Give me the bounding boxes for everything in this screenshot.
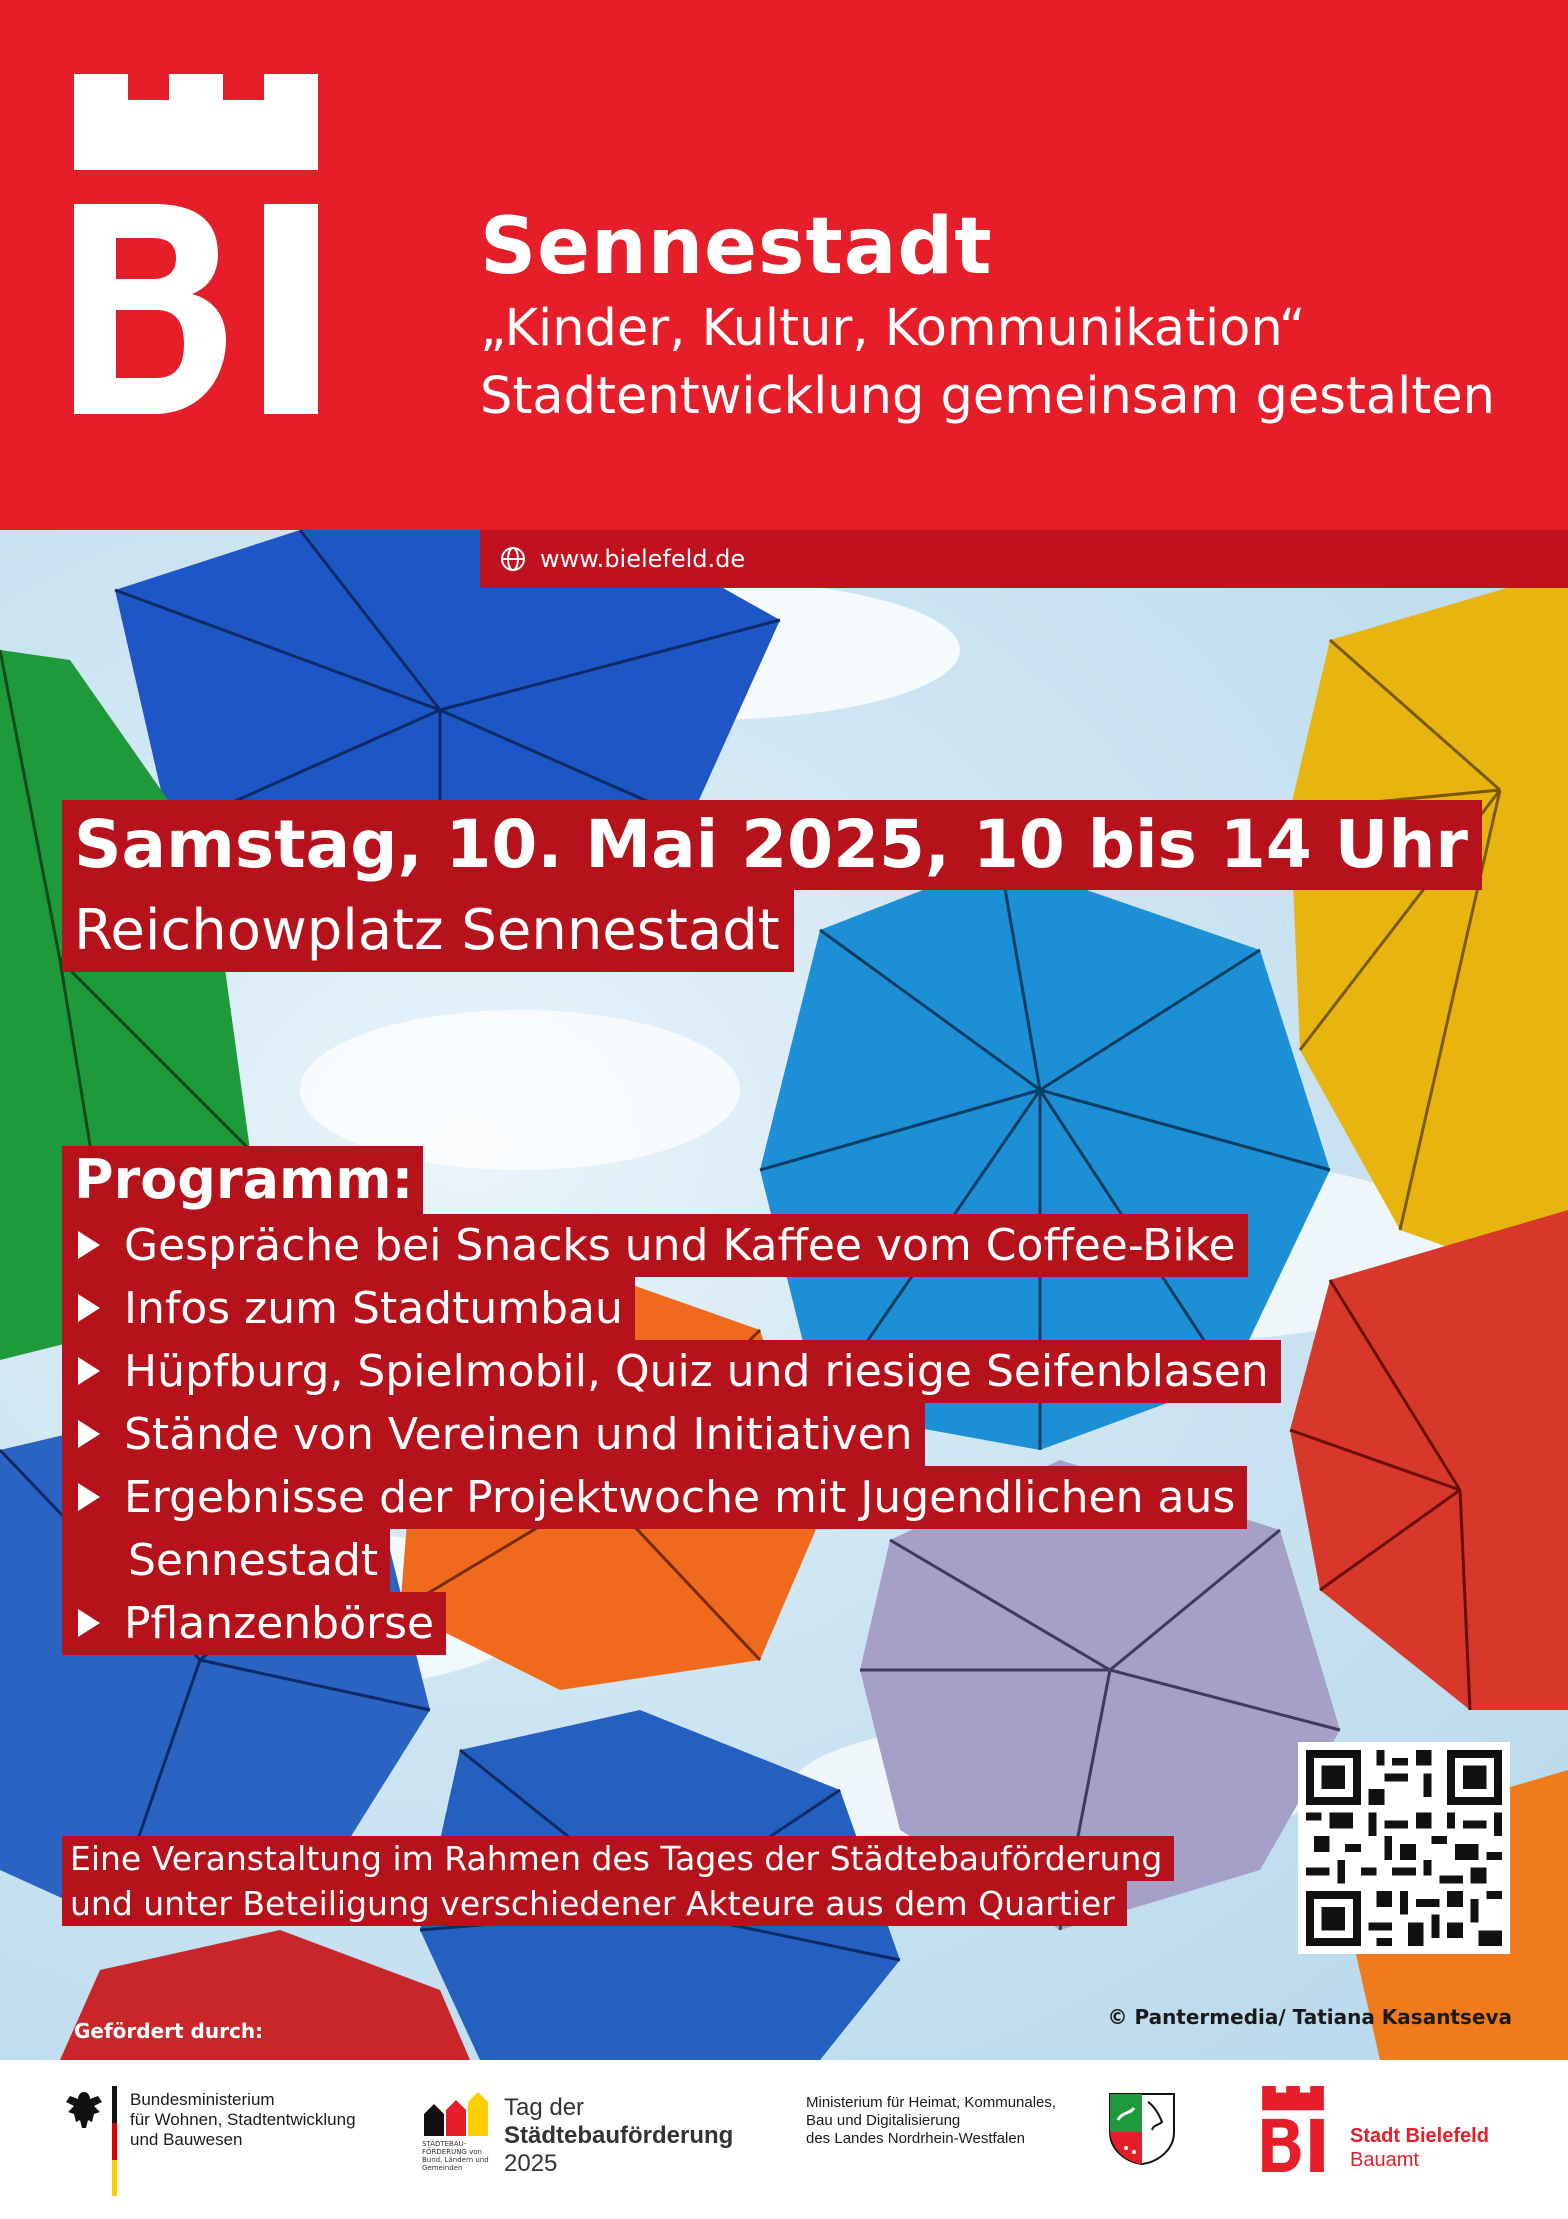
qr-code-icon	[1306, 1750, 1502, 1946]
subtitle-motto: „Kinder, Kultur, Kommunikation“	[480, 299, 1306, 358]
event-location: Reichowplatz Sennestadt	[62, 890, 794, 972]
event-note-line2: und unter Beteiligung verschiedener Akteure aus dem Quartier	[62, 1881, 1127, 1926]
qr-code[interactable]	[1298, 1742, 1510, 1954]
city-name: Stadt Bielefeld Bauamt	[1350, 2125, 1489, 2171]
stadt-bielefeld-logo	[1262, 2086, 1324, 2172]
umbrella-photo	[0, 530, 1568, 2060]
play-arrow-icon	[78, 1231, 100, 1259]
page-title: Sennestadt	[480, 202, 993, 292]
german-flag-stripe	[112, 2086, 117, 2196]
list-item: Ergebnisse der Projektwoche mit Jugendlichen aus	[62, 1466, 1281, 1529]
staedtebaufoerderung-logo	[422, 2090, 492, 2136]
sponsor-footer	[0, 2060, 1568, 2219]
list-item: Infos zum Stadtumbau	[62, 1277, 1281, 1340]
header-banner	[0, 0, 1568, 530]
federal-eagle-icon	[64, 2088, 104, 2132]
play-arrow-icon	[78, 1294, 100, 1322]
ministry-nrw-name: Ministerium für Heimat, Kommunales, Bau und Digitalisierung des Landes Nordrhein-Westfalen	[806, 2094, 1057, 2147]
list-item-continuation: Sennestadt	[62, 1529, 1281, 1592]
program-list	[62, 1214, 1281, 1655]
event-note	[62, 1836, 1174, 1926]
bmwsb-name: Bundesministerium für Wohnen, Stadtentwicklung und Bauwesen	[130, 2090, 356, 2149]
list-item: Stände von Vereinen und Initiativen	[62, 1403, 1281, 1466]
list-item: Pflanzenbörse	[62, 1592, 1281, 1655]
play-arrow-icon	[78, 1420, 100, 1448]
tag-der-staedtebaufoerderung: Tag der Städtebauförderung 2025	[504, 2094, 734, 2177]
bielefeld-logo	[74, 74, 318, 414]
photo-credit: © Pantermedia/ Tatiana Kasantseva	[1107, 2005, 1512, 2029]
nrw-coat-of-arms-icon	[1108, 2092, 1176, 2166]
event-note-line1: Eine Veranstaltung im Rahmen des Tages der Städtebauförderung	[62, 1836, 1174, 1881]
play-arrow-icon	[78, 1609, 100, 1637]
event-date-time: Samstag, 10. Mai 2025, 10 bis 14 Uhr	[62, 800, 1482, 890]
list-item: Gespräche bei Snacks und Kaffee vom Coffee-Bike	[62, 1214, 1281, 1277]
program-title: Programm:	[62, 1146, 423, 1214]
website-bar[interactable]	[480, 530, 1568, 588]
play-arrow-icon	[78, 1483, 100, 1511]
play-arrow-icon	[78, 1357, 100, 1385]
globe-icon	[500, 546, 526, 572]
funding-label: Gefördert durch:	[74, 2019, 264, 2043]
list-item: Hüpfburg, Spielmobil, Quiz und riesige Seifenblasen	[62, 1340, 1281, 1403]
umbrella-red-right	[1290, 1210, 1568, 1710]
website-link[interactable]: www.bielefeld.de	[540, 545, 746, 573]
staedtebau-caption: STÄDTEBAU-FÖRDERUNG von Bund, Ländern und Gemeinden	[422, 2140, 489, 2172]
subtitle-tagline: Stadtentwicklung gemeinsam gestalten	[480, 367, 1495, 426]
